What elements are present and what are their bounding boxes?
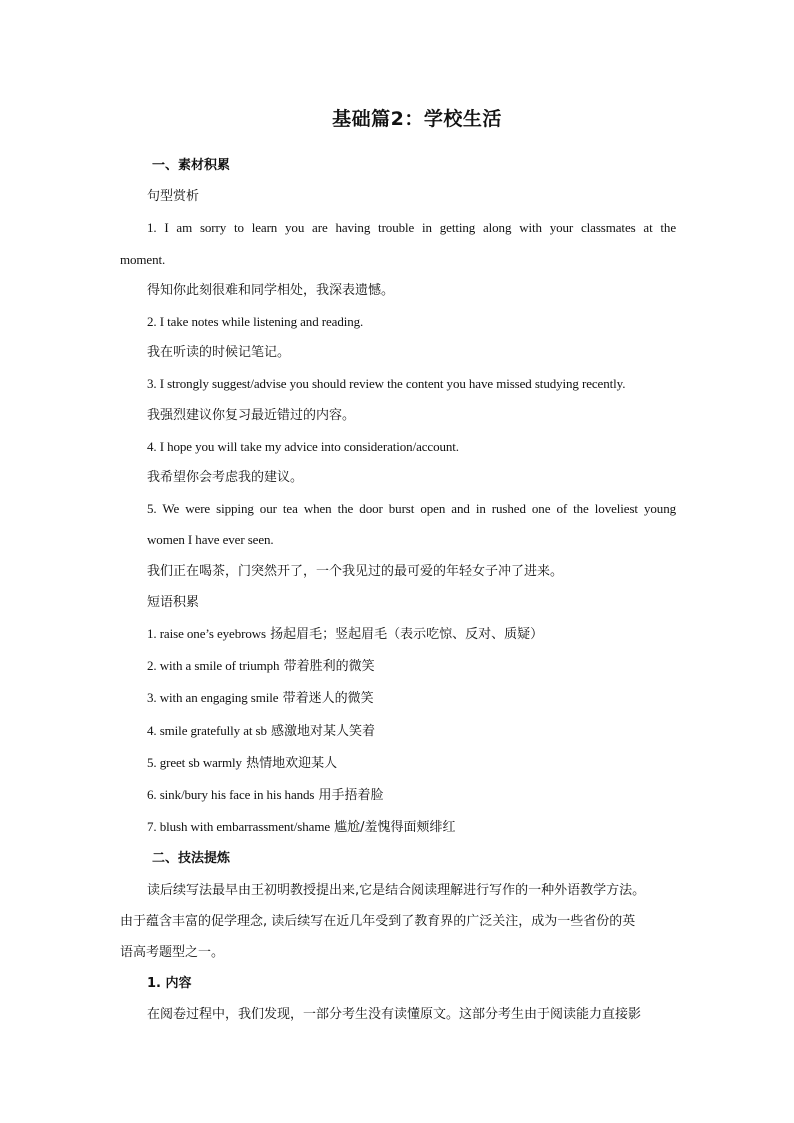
- sentence-zh: 我希望你会考虑我的建议。: [147, 470, 304, 486]
- paragraph-line: 由于蕴含丰富的促学理念, 读后续写在近几年受到了教育界的广泛关注，成为一些省份的英: [120, 913, 636, 929]
- phrase-en: 1. raise one’s eyebrows: [147, 626, 266, 642]
- sentence-en: 5. We were sipping our tea when the door burst open and in rushed one of the loveliest young: [147, 501, 676, 517]
- phrase-en: 3. with an engaging smile: [147, 690, 279, 706]
- sentence-en: 4. I hope you will take my advice into consideration/account.: [147, 438, 459, 454]
- subsection-heading: 1. 内容: [147, 976, 192, 992]
- sentence-en: 2. I take notes while listening and reading.: [147, 314, 364, 330]
- phrase-item: [120, 715, 676, 747]
- phrase-item: [120, 682, 676, 714]
- section-heading: 一、素材积累: [152, 158, 231, 173]
- sentence-en-cont: women I have ever seen.: [147, 532, 274, 548]
- phrase-item: [120, 779, 676, 811]
- sentence-zh: 我在听读的时候记笔记。: [147, 345, 291, 361]
- subsection-label: 句型赏析: [147, 189, 200, 205]
- paragraph-line: 语高考题型之一。: [120, 945, 225, 961]
- paragraph-line: 在阅卷过程中，我们发现，一部分考生没有读懂原文。这部分考生由于阅读能力直接影: [147, 1007, 642, 1023]
- paragraph-line: 读后续写法最早由王初明教授提出来,它是结合阅读理解进行写作的一种外语教学方法。: [147, 882, 646, 898]
- phrase-item: [120, 811, 676, 843]
- phrase-zh: 带着迷人的微笑: [282, 691, 374, 707]
- section-heading: 二、技法提炼: [152, 851, 231, 867]
- phrase-en: 7. blush with embarrassment/shame: [147, 819, 330, 835]
- sentence-en-cont: moment.: [120, 251, 166, 267]
- phrase-zh: 带着胜利的微笑: [283, 659, 375, 675]
- sentence-en: 3. I strongly suggest/advise you should review the content you have missed studying recently.: [147, 376, 626, 392]
- sentence-zh: 得知你此刻很难和同学相处，我深表遗憾。: [147, 282, 395, 298]
- document-body: [120, 150, 676, 1031]
- sentence-en: 1. I am sorry to learn you are having trouble in getting along with your classmates at the: [147, 220, 676, 236]
- sentence-zh: 我强烈建议你复习最近错过的内容。: [147, 407, 356, 423]
- phrase-zh: 热情地欢迎某人: [246, 755, 338, 771]
- page-title: 基础篇2：学校生活: [332, 108, 502, 130]
- phrase-zh: 用手捂着脸: [318, 788, 384, 804]
- phrase-zh: 尴尬/羞愧得面颊绯红: [334, 820, 456, 836]
- phrase-zh: 扬起眉毛；竖起眉毛（表示吃惊、反对、质疑）: [270, 627, 544, 643]
- phrase-item: [120, 747, 676, 779]
- phrase-zh: 感激地对某人笑着: [271, 723, 376, 739]
- phrase-en: 6. sink/bury his face in his hands: [147, 787, 315, 803]
- phrase-en: 4. smile gratefully at sb: [147, 722, 267, 738]
- phrase-en: 2. with a smile of triumph: [147, 658, 280, 674]
- phrase-item: [120, 618, 676, 650]
- phrase-item: [120, 650, 676, 682]
- subsection-label: 短语积累: [147, 594, 200, 610]
- phrase-en: 5. greet sb warmly: [147, 754, 242, 770]
- sentence-zh: 我们正在喝茶，门突然开了，一个我见过的最可爱的年轻女子冲了进来。: [147, 563, 564, 579]
